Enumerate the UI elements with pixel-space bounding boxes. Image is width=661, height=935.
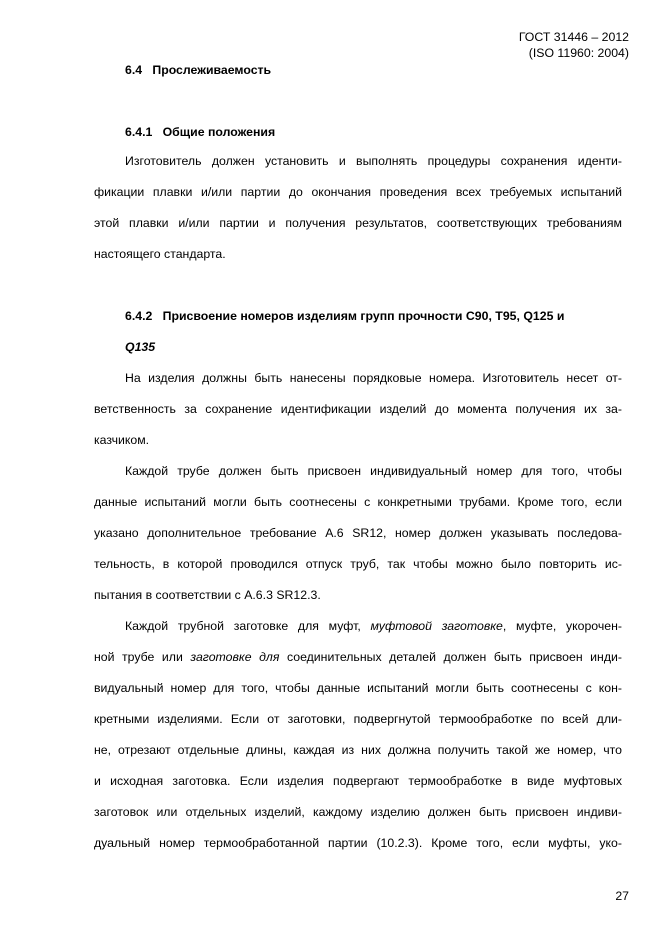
section-title: Общие положения — [162, 125, 276, 139]
paragraph-line: видуальный номер для того, чтобы данные испытаний могли быть соотнесены с кон- — [94, 681, 622, 695]
paragraph-line: заготовок или отдельных изделий, каждому изделию должен быть присвоен индиви- — [94, 805, 622, 819]
section-title: Присвоение номеров изделиям групп прочности С90, Т95, Q125 и — [162, 309, 565, 323]
text-run: , муфте, укорочен- — [502, 619, 623, 633]
section-6-4-2-heading — [125, 308, 622, 324]
document-header — [519, 29, 629, 61]
paragraph-line: Каждой трубе должен быть присвоен индивидуальный номер для того, чтобы — [125, 464, 622, 478]
section-number: 6.4.1 — [125, 125, 153, 139]
text-run: Каждой трубной заготовке для муфт, — [125, 619, 371, 633]
paragraph-line: фикации плавки и/или партии до окончания проведения всех требуемых испытаний — [94, 185, 622, 199]
paragraph-line: казчиком. — [94, 433, 150, 447]
paragraph-line: ветственность за сохранение идентификации изделий до момента получения их за- — [94, 402, 622, 416]
iso-reference: (ISO 11960: 2004) — [528, 46, 629, 60]
paragraph-line: дуальный номер термообработанной партии (10.2.3). Кроме того, если муфты, уко- — [94, 836, 622, 850]
paragraph-line: кретными изделиями. Если от заготовки, подвергнутой термообработке по всей дли- — [94, 712, 622, 726]
text-run: ной трубе или — [94, 650, 191, 664]
paragraph-line: указано дополнительное требование А.6 SR12, номер должен указывать последова- — [94, 526, 622, 540]
section-title-continuation: Q135 — [125, 340, 156, 354]
italic-term: заготовке для — [190, 650, 280, 664]
section-number: 6.4.2 — [125, 309, 153, 323]
paragraph-line: пытания в соответствии с А.6.3 SR12.3. — [94, 588, 321, 602]
paragraph-line: не, отрезают отдельные длины, каждая из них должна получить такой же номер, что — [94, 743, 622, 757]
section-6-4-1-heading — [125, 124, 622, 140]
paragraph-line: настоящего стандарта. — [94, 247, 226, 261]
paragraph-line: Изготовитель должен установить и выполнять процедуры сохранения иденти- — [125, 154, 622, 168]
paragraph-line: этой плавки и/или партии и получения результатов, соответствующих требованиям — [94, 216, 622, 230]
section-number: 6.4 — [125, 63, 143, 77]
paragraph-line: и исходная заготовка. Если изделия подвергают термообработке в виде муфтовых — [94, 774, 622, 788]
text-run: соединительных деталей должен быть присвоен инди- — [279, 650, 622, 664]
standard-number: ГОСТ 31446 – 2012 — [518, 30, 629, 44]
paragraph-line: данные испытаний могли быть соотнесены с конкретными трубами. Кроме того, если — [94, 495, 622, 509]
section-6-4-heading — [125, 62, 622, 78]
paragraph-line — [125, 618, 622, 634]
page-number: 27 — [615, 889, 629, 903]
paragraph-line — [94, 649, 622, 665]
italic-term: муфтовой заготовке — [370, 619, 503, 633]
paragraph-line: тельность, в которой проводился отпуск труб, так чтобы можно было повторить ис- — [94, 557, 622, 571]
section-title: Прослеживаемость — [152, 63, 272, 77]
paragraph-line: На изделия должны быть нанесены порядковые номера. Изготовитель несет от- — [125, 371, 622, 385]
